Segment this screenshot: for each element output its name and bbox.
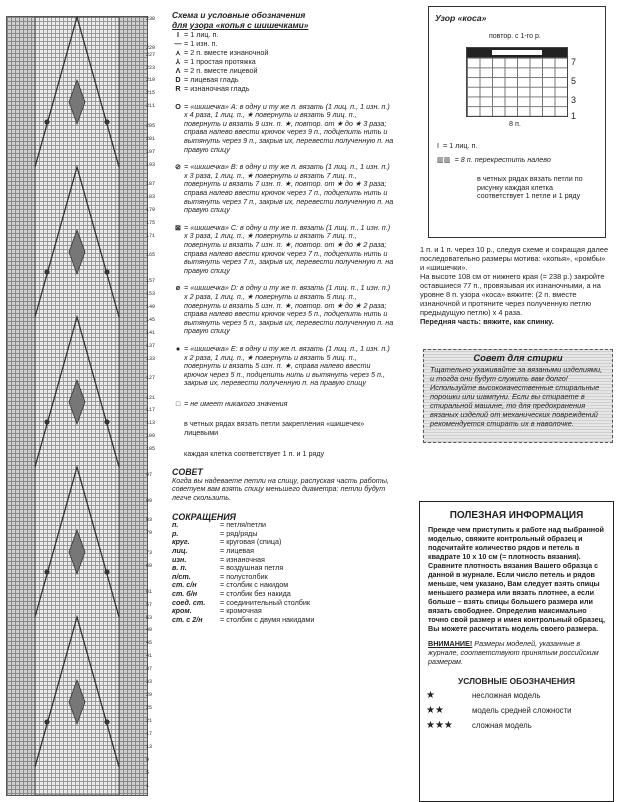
difficulty-row xyxy=(426,720,613,731)
abbreviation-key: изн. xyxy=(172,554,187,564)
bobble-mark xyxy=(44,569,49,574)
info-body: Прежде чем приступить к работе над выбранной моделью, свяжите контрольный образец и подсчитайте количество рядов и петель в квадрате 10 х 10 см (= плотность вязания). Сравните плотность вязания Вашего образца с данной в журнале. Если число петель и рядов меньше, чем указано, Вам следует взять спицы меньшего размера или вязать плотнее, а если больше – взять спицы большего размера или вязать свободнее. Определив максимально точно свой размер и имея контрольный образец, Вы можете рассчитать модель своего размера. xyxy=(428,525,606,633)
instruction-2: На высоте 108 см от нижнего края (= 238 р.) закройте оставшиеся 77 п., провязывая их изнаночными, а на уровне 8 п. узора «коса» вяжите: (2 п. вместе изнаночной и протяните через полученную петлю предыдущую петлю) х 4 раза. xyxy=(420,272,605,317)
abbreviation-key: кром. xyxy=(172,606,192,616)
row-number: 227 xyxy=(146,51,156,58)
abbreviation-value: = кромочная xyxy=(220,606,262,616)
row-number: 61 xyxy=(146,588,153,595)
abbr-title: СОКРАЩЕНИЯ xyxy=(172,511,236,522)
bobble-text: = «шишечка» А: в одну и ту же п. вязать (1 лиц. п., 1 изн. п.) х 4 раза, 1 лиц. п., ★ повернуть и вязать 9 лиц. п., повернуть и вязать 9 изн. п. ★, повтор. от ★ до ★ 3 раза; справа налево ввести крючок через 9 п., подцепить нить и вытянуть через 9 п., закрыв их, перевести полученную п. на правую спицу xyxy=(184,101,394,154)
wash-tip-box xyxy=(423,349,613,443)
bobble-legend-row xyxy=(172,103,394,155)
abbreviation-key: ст. с 2/н xyxy=(172,614,203,624)
row-number: 97 xyxy=(146,472,153,479)
row-number: 149 xyxy=(146,303,156,310)
diamond-motif xyxy=(69,230,85,274)
row-number: 145 xyxy=(146,316,156,323)
difficulty-row xyxy=(426,705,613,716)
row-number: 211 xyxy=(146,103,156,110)
diamond-motif xyxy=(69,530,85,574)
row-number: 157 xyxy=(146,278,156,285)
legend-symbol-text: = лицевая гладь xyxy=(184,74,239,84)
abbreviation-value: = соединительный столбик xyxy=(220,597,311,607)
abbreviation-key: лиц. xyxy=(172,546,188,555)
legend-symbol-text: = 2 п. вместе лицевой xyxy=(184,65,258,75)
star-icon: ★ xyxy=(426,690,435,701)
abbreviation-key: ст. б/н xyxy=(172,588,198,598)
abbreviation-row xyxy=(172,530,394,539)
abbreviation-value: = воздушная петля xyxy=(220,563,284,573)
row-number: 105 xyxy=(146,446,156,453)
chart-row-numbers xyxy=(146,16,166,794)
row-number: 109 xyxy=(146,433,156,440)
bobble-mark xyxy=(44,269,49,274)
star-icon: ★★★ xyxy=(426,720,453,731)
row-number: 175 xyxy=(146,219,156,226)
kosa-legend-knit: I = 1 лиц. п. xyxy=(437,141,478,150)
wash-text: Тщательно ухаживайте за вязаными изделиями, и тогда они будут служить вам долго! Используйте высококачественные стиральные порошки или шампуни. Если вы стираете в стиральной машине, то для предохранения вязаных изделий от механических повреждений рекомендуется стирать их в наволочке. xyxy=(430,365,603,428)
abbreviation-value: = ряд/ряды xyxy=(220,528,258,538)
stitch-symbol-icon: D xyxy=(175,74,181,84)
bobble-legend-row xyxy=(172,284,394,336)
legend-symbol-row xyxy=(172,85,394,94)
abbreviation-key: п. xyxy=(172,520,179,530)
abbreviation-value: = полустолбик xyxy=(220,571,268,581)
legend-symbol-text: = 1 лиц. п. xyxy=(184,29,219,39)
instruction-1: 1 п. и 1 п. через 10 р., следуя схеме и сокращая далее последовательно размеры мотива: «копья», «ромбы» и «шишечки». xyxy=(420,245,609,272)
bobble-mark xyxy=(104,419,109,424)
difficulty-row xyxy=(426,690,613,701)
bobble-text: = «шишечка» C: в одну и ту же п. вязать (1 лиц. п., 1 изн. п.) х 3 раза, 1 лиц. п., ★ повернуть и вязать 7 лиц. п., повернуть и вязать 7 изн. п. ★, повтор. от ★ до ★ 2 раза; справа налево ввести крючок через 7 п., подцепить нить и вытянуть через 7 п., закрыв их, перевести полученную п. на правую спицу xyxy=(184,222,394,275)
stitch-symbol-icon: Λ xyxy=(175,65,181,75)
row-number: 1 xyxy=(146,782,150,789)
abbreviation-key: в. п. xyxy=(172,563,187,573)
bobble-mark xyxy=(104,569,109,574)
bobble-legend-row xyxy=(172,163,394,215)
even-rows-note: в четных рядах вязать петли закрепления «шишечек» лицевыми xyxy=(184,419,365,438)
cell-note: каждая клетка соответствует 1 п. и 1 ряду xyxy=(184,448,325,458)
row-number: 133 xyxy=(146,355,156,362)
row-number: 219 xyxy=(146,77,156,84)
wash-title: Совет для стирки xyxy=(473,352,563,363)
row-number: 53 xyxy=(146,614,153,621)
row-number: 127 xyxy=(146,375,156,382)
row-number: 179 xyxy=(146,206,156,213)
bobble-icon: O xyxy=(175,101,181,111)
row-number: 117 xyxy=(146,407,156,414)
knit-stitch-icon: I xyxy=(437,141,439,150)
bobble-legend-row xyxy=(172,345,394,388)
row-number: 113 xyxy=(146,420,156,427)
legend-subtitle: для узора «копья с шишечками» xyxy=(172,20,309,30)
kosa-row-3: 3 xyxy=(571,95,577,105)
bobble-text: = «шишечка» B: в одну и ту же п. вязать (1 лиц. п., 1 изн. п.) х 3 раза, 1 лиц. п., ★ повернуть и вязать 7 лиц. п., повернуть и вязать 7 изн. п. ★, повтор. от ★ до ★ 3 раза; справа налево ввести крючок через 7 п., подцепить нить и вытянуть через 7 п., закрыв их, перевести полученную п. на правую спицу xyxy=(184,162,394,215)
warning-label: ВНИМАНИЕ! xyxy=(428,639,473,648)
advice-text: Когда вы надеваете петли на спицу, распуская часть работы, советуем вам взять спицу меньшего диаметра: петли будут легче скользить. xyxy=(172,475,389,503)
kosa-row-1: 1 xyxy=(571,111,577,121)
abbreviation-row xyxy=(172,538,394,547)
row-number: 165 xyxy=(146,252,156,259)
bobble-mark xyxy=(104,269,109,274)
abbreviation-value: = столбик без накида xyxy=(220,588,291,598)
abbreviation-value: = столбик с накидом xyxy=(220,580,289,590)
abbreviation-key: п/ст. xyxy=(172,571,191,581)
diamond-motif xyxy=(69,80,85,124)
row-number: 21 xyxy=(146,718,153,725)
row-number: 41 xyxy=(146,653,153,660)
kosa-grid xyxy=(466,47,568,117)
legend-symbol-row xyxy=(172,31,394,40)
abbreviation-value: = изнаночная xyxy=(220,554,265,564)
row-number: 141 xyxy=(146,329,156,336)
abbreviation-row xyxy=(172,556,394,565)
row-number: 238 xyxy=(146,16,156,22)
row-number: 137 xyxy=(146,342,156,349)
bobble-text: = «шишечка» E: в одну и ту же п. вязать (1 лиц. п., 1 изн. п.) х 2 раза, 1 лиц. п., ★ повернуть и вязать 5 лиц. п., повернуть и вязать 5 изн. п. ★, справа налево ввести крючок через 5 п., подцепить нить и вытянуть через 5 п., закрыв их, перевести полученную п. на правую спицу xyxy=(184,343,390,388)
row-number: 171 xyxy=(146,232,156,239)
bobble-mark xyxy=(44,119,49,124)
row-number: 79 xyxy=(146,530,153,537)
kosa-note: в четных рядах вязать петли по рисунку каждая клетка соответствует 1 петле и 1 ряду xyxy=(477,174,583,201)
info-warning: ВНИМАНИЕ! Размеры моделей, указанные в журнале, соответствуют принятым российским размерам. xyxy=(428,639,599,666)
diamond-motif xyxy=(69,380,85,424)
legend-symbol-row xyxy=(172,40,394,49)
row-number: 37 xyxy=(146,666,153,673)
row-number: 49 xyxy=(146,627,153,634)
kosa-width: 8 п. xyxy=(509,119,521,128)
kosa-repeat: повтор. с 1-го р. xyxy=(489,33,541,40)
kosa-legend-cross: ▥▥ = 8 п. перекрестить налево xyxy=(437,155,551,164)
empty-square-icon: □ xyxy=(175,398,181,408)
stitch-symbol-icon: ⅄ xyxy=(175,56,181,66)
abbreviation-key: ст. с/н xyxy=(172,580,197,590)
bobble-mark xyxy=(44,419,49,424)
stitch-symbol-icon: I xyxy=(177,29,179,39)
cross-left-icon: ▥▥ xyxy=(437,155,451,164)
kosa-row-7: 7 xyxy=(571,57,577,67)
abbreviation-key: р. xyxy=(172,528,179,538)
legend-symbol-text: = изнаночная гладь xyxy=(184,84,250,94)
difficulty-legend-title: УСЛОВНЫЕ ОБОЗНАЧЕНИЯ xyxy=(458,676,575,686)
bobble-icon: ø xyxy=(175,283,181,293)
bobble-mark xyxy=(104,119,109,124)
row-number: 215 xyxy=(146,90,156,97)
row-number: 223 xyxy=(146,64,156,71)
instruction-front: Передняя часть: вяжите, как спинку. xyxy=(420,317,554,326)
row-number: 201 xyxy=(146,135,156,142)
row-number: 153 xyxy=(146,291,156,297)
row-number: 83 xyxy=(146,517,153,524)
row-number: 33 xyxy=(146,679,153,686)
empty-cell-legend: □ = не имеет никакого значения xyxy=(172,400,394,409)
useful-info-box xyxy=(419,501,614,802)
abbreviation-value: = лицевая xyxy=(220,546,255,555)
legend-symbol-text: = 1 изн. п. xyxy=(184,38,218,48)
bobble-mark xyxy=(104,719,109,724)
row-number: 121 xyxy=(146,394,156,401)
bobble-text: = «шишечка» D: в одну и ту же п. вязать (1 лиц. п., 1 изн. п.) х 2 раза, 1 лиц. п., ★ повернуть и вязать 5 лиц. п., повернуть и вязать 5 изн. п. ★, повтор. от ★ до ★ 2 раза; справа налево ввести крючок через 5 п., подцепить нить и вытянуть через 5 п., закрыв их, перевести полученную п. на правую спицу xyxy=(184,283,394,336)
row-number: 45 xyxy=(146,640,153,647)
side-cable xyxy=(7,17,35,795)
info-title: ПОЛЕЗНАЯ ИНФОРМАЦИЯ xyxy=(449,510,584,521)
row-number: 197 xyxy=(146,148,156,155)
star-icon: ★★ xyxy=(426,705,444,716)
advice-title: СОВЕТ xyxy=(172,467,203,478)
row-number: 193 xyxy=(146,161,156,168)
bobble-legend-row xyxy=(172,224,394,276)
row-number: 205 xyxy=(146,122,156,129)
abbreviation-row xyxy=(172,599,394,608)
row-number: 5 xyxy=(146,769,150,776)
abbreviation-row xyxy=(172,564,394,573)
row-number: 187 xyxy=(146,181,156,187)
kosa-row-5: 5 xyxy=(571,76,577,86)
legend xyxy=(172,10,394,624)
abbreviation-key: круг. xyxy=(172,537,190,547)
row-number: 183 xyxy=(146,193,156,200)
legend-symbol-text: = 2 п. вместе изнаночной xyxy=(184,47,269,57)
abbreviation-row xyxy=(172,521,394,530)
row-number: 29 xyxy=(146,692,153,699)
bobble-icon: ● xyxy=(175,343,181,353)
row-number: 25 xyxy=(146,705,153,712)
knitting-chart xyxy=(6,16,148,796)
legend-title: Схема и условные обозначения xyxy=(172,10,306,20)
stitch-symbol-icon: ⋏ xyxy=(175,47,181,57)
kosa-pattern-box xyxy=(428,6,606,238)
row-number: 17 xyxy=(146,731,153,737)
row-number: 89 xyxy=(146,498,153,505)
difficulty-text: модель средней сложности xyxy=(472,706,572,715)
diamond-motif xyxy=(69,680,85,724)
legend-symbol-row xyxy=(172,49,394,58)
bobble-icon: ⊘ xyxy=(174,162,182,172)
abbreviation-key: соед. ст. xyxy=(172,597,206,607)
stitch-symbol-icon: R xyxy=(175,84,181,94)
abbreviation-value: = столбик с двумя накидами xyxy=(220,614,315,624)
kosa-title: Узор «коса» xyxy=(435,13,487,23)
row-number: 69 xyxy=(146,562,153,569)
row-number: 229 xyxy=(146,45,156,52)
row-number: 57 xyxy=(146,601,153,608)
cable-cross-icon xyxy=(467,48,567,116)
abbreviation-value: = петля/петли xyxy=(220,520,267,530)
abbreviation-row xyxy=(172,547,394,556)
bobble-mark xyxy=(44,719,49,724)
bobble-icon: ⊠ xyxy=(174,222,182,232)
legend-symbol-text: = 1 простая протяжка xyxy=(184,56,256,66)
instructions xyxy=(420,245,610,326)
stitch-symbol-icon: — xyxy=(174,38,182,48)
row-number: 13 xyxy=(146,743,153,750)
row-number: 9 xyxy=(146,756,150,763)
abbreviation-value: = круговая (спица) xyxy=(220,537,282,547)
difficulty-text: несложная модель xyxy=(472,691,541,700)
row-number: 73 xyxy=(146,549,153,556)
difficulty-text: сложная модель xyxy=(472,721,532,730)
abbreviation-row xyxy=(172,616,394,625)
